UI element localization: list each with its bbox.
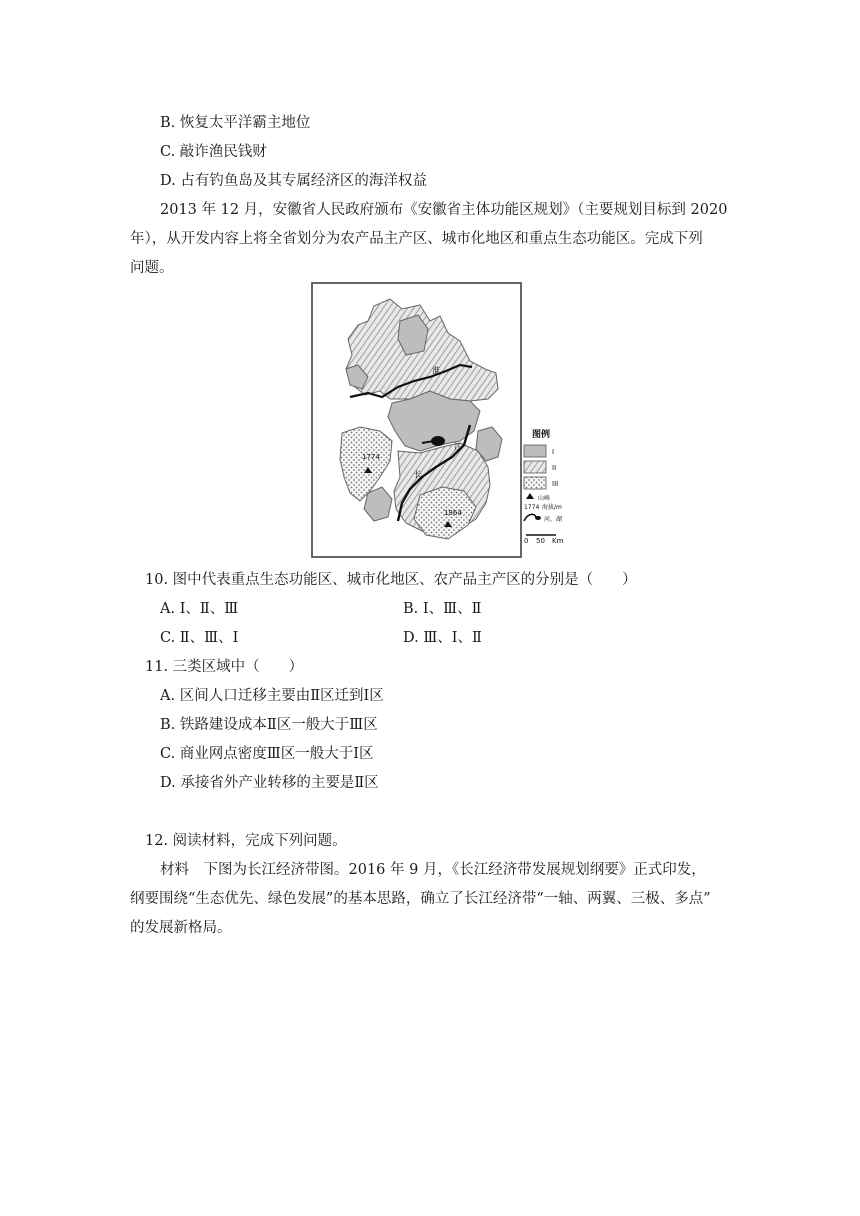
q9-option-c: C. 敲诈渔民钱财 [160,144,267,160]
q12-material-line-1: 材料 下图为长江经济带图。2016 年 9 月，《长江经济带发展规划纲要》正式印发， [160,862,706,878]
q12-material-line-3: 的发展新格局。 [130,920,232,936]
q10-option-b: B. Ⅰ、Ⅲ、Ⅱ [403,601,482,617]
q11-option-d: D. 承接省外产业转移的主要是Ⅱ区 [160,775,379,791]
anhui-zoning-map [310,281,590,559]
q12-stem: 12. 阅读材料，完成下列问题。 [145,833,347,849]
legend-lake-icon [535,516,541,520]
q11-option-c: C. 商业网点密度Ⅲ区一般大于Ⅰ区 [160,746,374,762]
legend-mountain-value: 1774 [524,504,540,511]
q11-stem: 11. 三类区域中（ ） [145,659,304,675]
q9-option-b: B. 恢复太平洋霸主地位 [160,115,311,131]
intro-line-1: 2013 年 12 月，安徽省人民政府颁布《安徽省主体功能区规划》（主要规划目标到 2020 [160,202,728,218]
peak-label-west: 1774 [362,453,380,461]
river-label-jiang: 江 [454,442,462,451]
q10-option-a: A. Ⅰ、Ⅱ、Ⅲ [160,601,239,617]
scale-label-km: Km [552,537,564,545]
peak-label-south: 1864 [444,509,462,517]
q11-option-b: B. 铁路建设成本Ⅱ区一般大于Ⅲ区 [160,717,378,733]
legend-label-I: I [552,448,555,456]
legend-title: 图例 [532,430,551,440]
q11-option-a: A. 区间人口迁移主要由Ⅱ区迁到Ⅰ区 [160,688,384,704]
legend-mountain-label: 山峰 [538,495,551,502]
intro-line-2: 年），从开发内容上将全省划分为农产品主产区、城市化地区和重点生态功能区。完成下列 [130,231,703,247]
intro-line-3: 问题。 [130,260,174,276]
legend-river-label: 河、湖 [544,516,563,523]
legend-river-icon [524,514,536,521]
river-label-huai: 淮 [432,366,440,375]
legend-label-III: III [552,480,559,488]
q10-stem: 10. 图中代表重点生态功能区、城市化地区、农产品主产区的分别是（ ） [145,572,637,588]
legend-mountain-icon [526,493,534,499]
legend-swatch-II [524,461,546,473]
scale-label-0: 0 [524,537,529,545]
legend-swatch-I [524,445,546,457]
legend-swatch-III [524,477,546,489]
legend-elev-label: 海拔/m [542,504,562,511]
legend-label-II: II [552,464,557,472]
q12-material-line-2: 纲要围绕“生态优先、绿色发展”的基本思路，确立了长江经济带“一轴、两翼、三极、多点” [130,891,711,907]
q9-option-d: D. 占有钓鱼岛及其专属经济区的海洋权益 [160,173,427,189]
q10-option-c: C. Ⅱ、Ⅲ、Ⅰ [160,630,239,646]
scale-label-50: 50 [536,537,545,545]
river-label-chang: 长 [414,470,422,479]
q10-option-d: D. Ⅲ、Ⅰ、Ⅱ [403,630,482,646]
